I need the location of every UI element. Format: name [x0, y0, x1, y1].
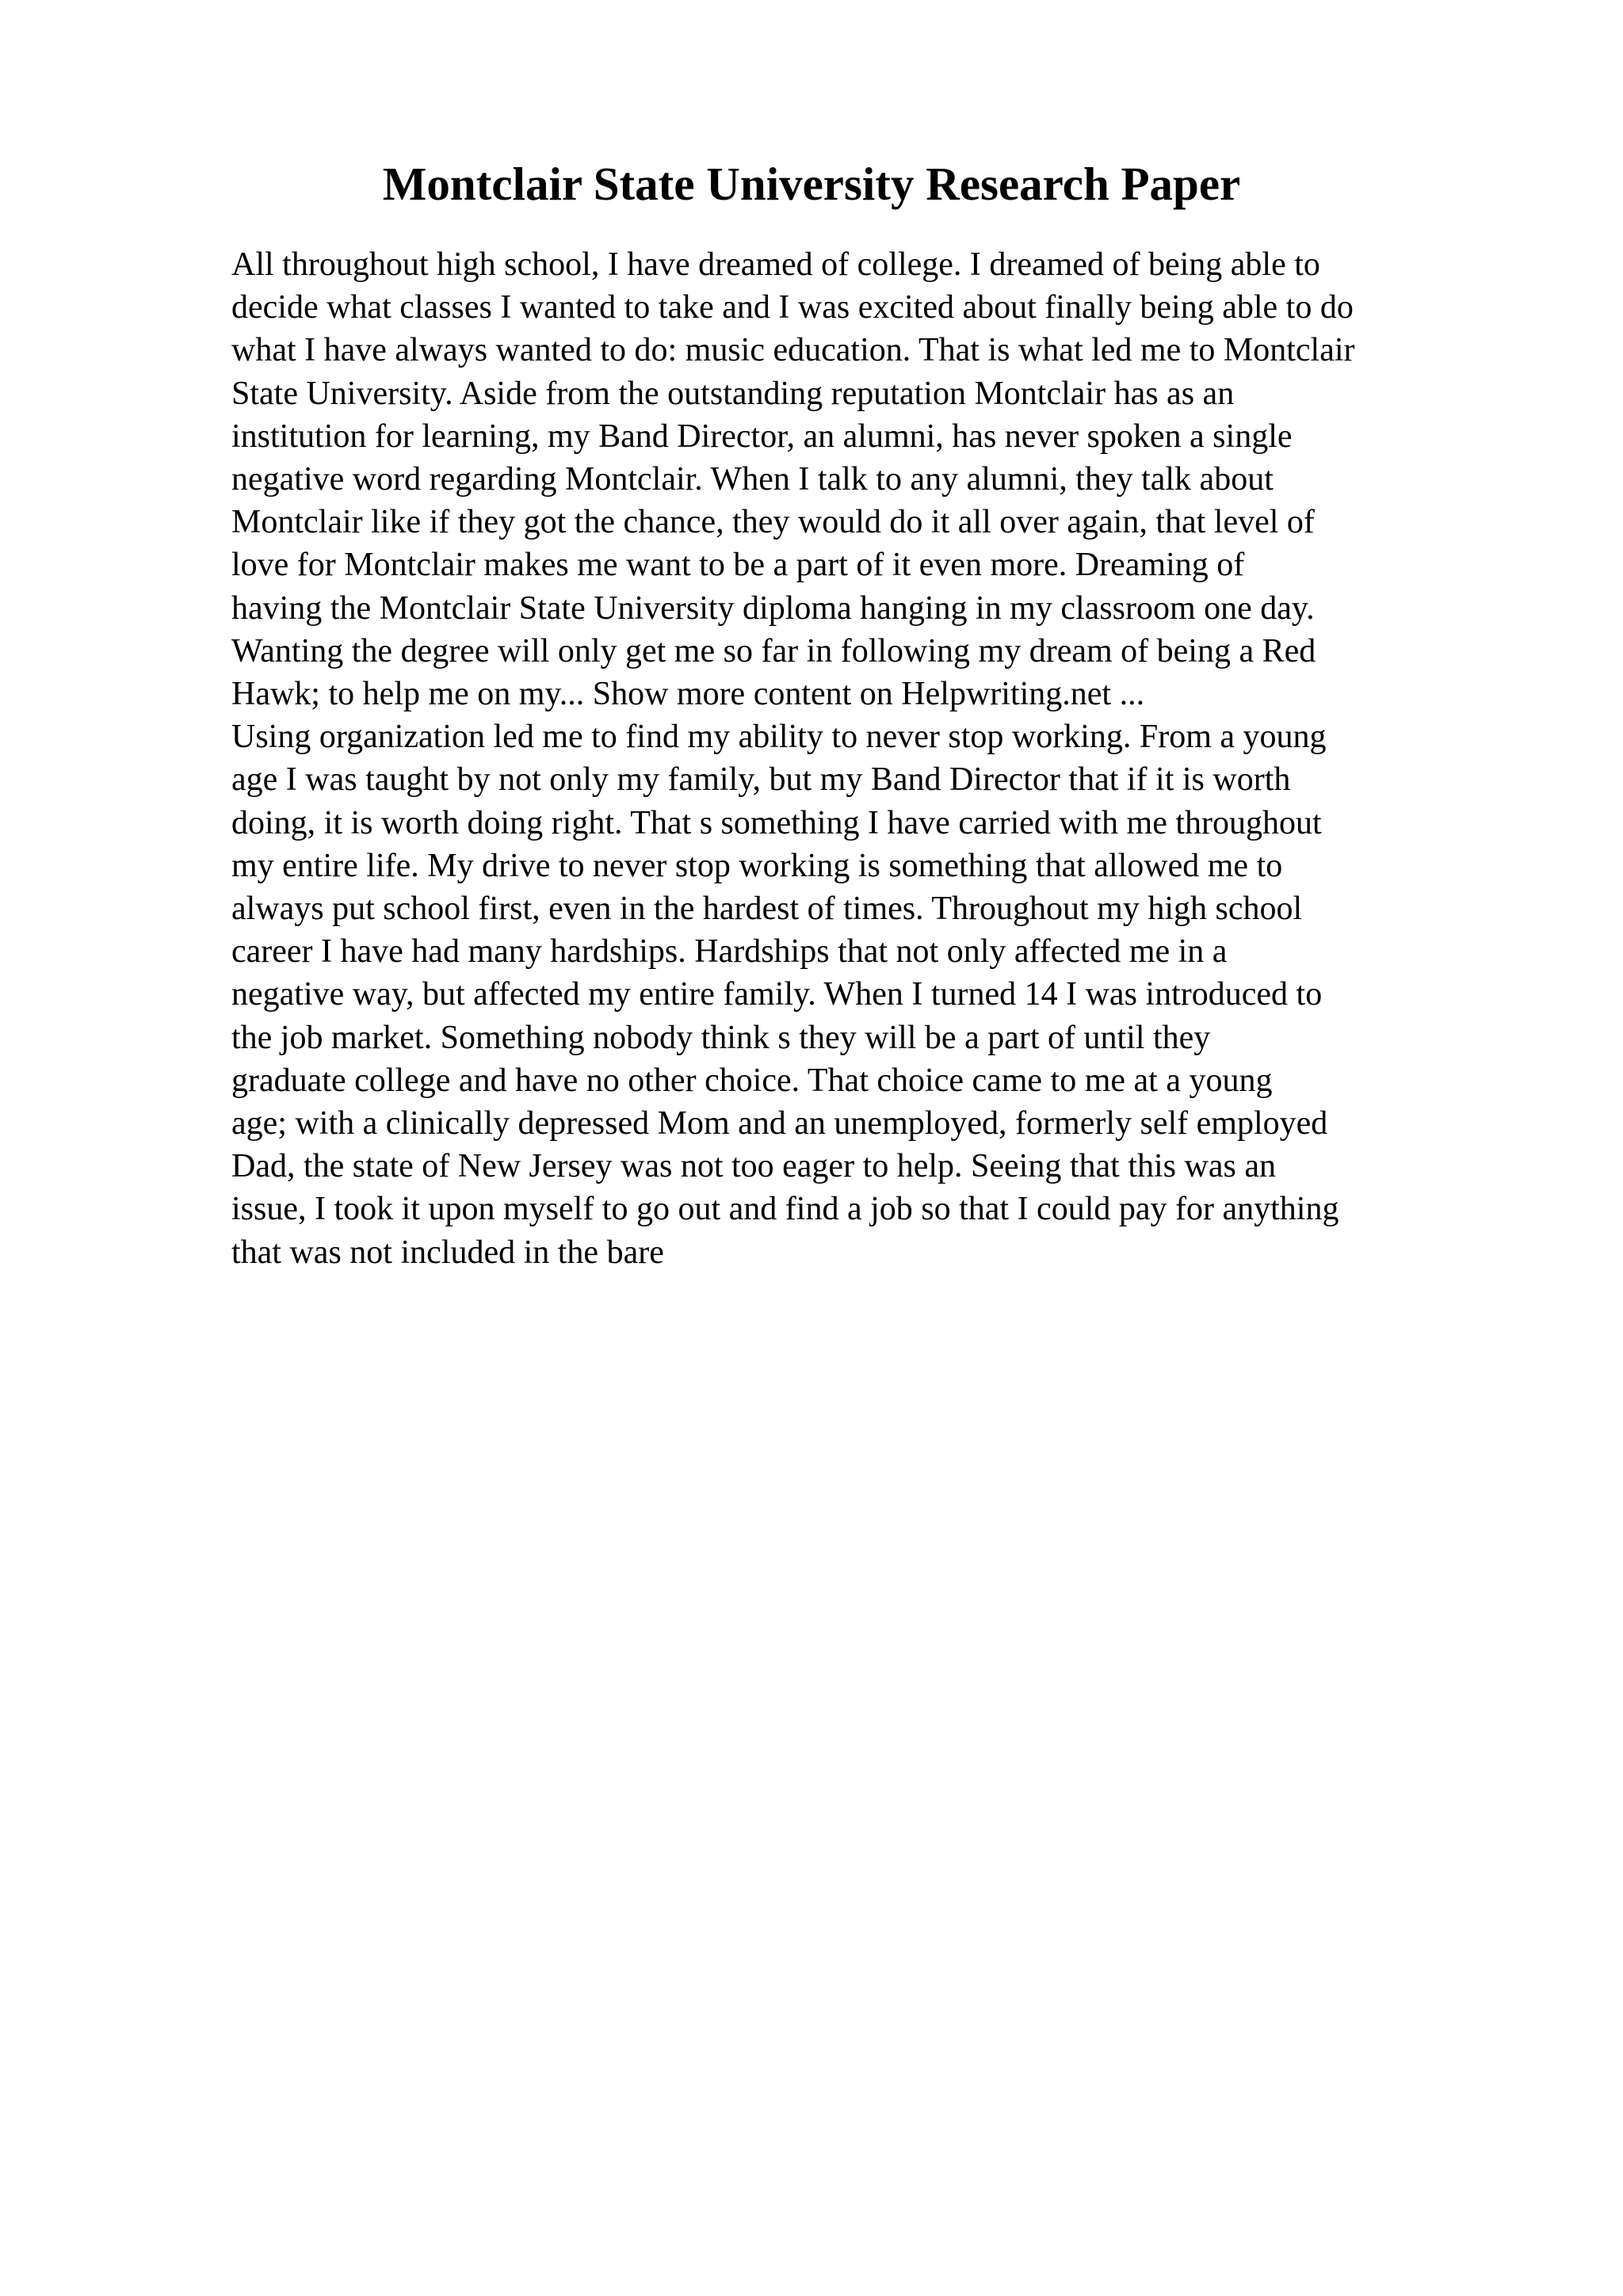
text-line: Montclair like if they got the chance, they would do it all over again, that level of	[231, 504, 1315, 541]
text-line: Hawk; to help me on my... Show more content on Helpwriting.net ...	[231, 676, 1145, 713]
text-line: negative way, but affected my entire family. When I turned 14 I was introduced to	[231, 976, 1323, 1013]
page-title: Montclair State University Research Paper	[382, 158, 1241, 210]
body-text	[231, 243, 1499, 1274]
text-line: doing, it is worth doing right. That s something I have carried with me throughout	[231, 804, 1322, 841]
text-line: my entire life. My drive to never stop working is something that allowed me to	[231, 847, 1283, 884]
text-line: having the Montclair State University diploma hanging in my classroom one day.	[231, 589, 1315, 627]
text-line: negative word regarding Montclair. When I talk to any alumni, they talk about	[231, 461, 1274, 498]
text-line: institution for learning, my Band Director, an alumni, has never spoken a single	[231, 418, 1293, 455]
text-line: the job market. Something nobody think s they will be a part of until they	[231, 1019, 1211, 1056]
text-line: Using organization led me to find my ability to never stop working. From a young	[231, 719, 1327, 756]
text-line: decide what classes I wanted to take and I was excited about finally being able to do	[231, 289, 1354, 326]
text-line: always put school first, even in the hardest of times. Throughout my high school	[231, 891, 1303, 928]
text-line: All throughout high school, I have dreamed of college. I dreamed of being able to	[231, 246, 1320, 283]
text-line: age; with a clinically depressed Mom and an unemployed, formerly self employed	[231, 1105, 1328, 1142]
text-line: graduate college and have no other choice. That choice came to me at a young	[231, 1062, 1273, 1099]
text-line: age I was taught by not only my family, but my Band Director that if it is worth	[231, 761, 1291, 799]
text-line: that was not included in the bare	[231, 1234, 664, 1271]
text-line: issue, I took it upon myself to go out and find a job so that I could pay for anything	[231, 1191, 1339, 1228]
text-line: career I have had many hardships. Hardships that not only affected me in a	[231, 933, 1228, 971]
text-line: what I have always wanted to do: music education. That is what led me to Montclair	[231, 332, 1355, 369]
text-line: State University. Aside from the outstanding reputation Montclair has as an	[231, 375, 1235, 412]
text-line: love for Montclair makes me want to be a part of it even more. Dreaming of	[231, 547, 1245, 584]
text-line: Wanting the degree will only get me so far in following my dream of being a Red	[231, 632, 1316, 669]
text-line: Dad, the state of New Jersey was not too eager to help. Seeing that this was an	[231, 1148, 1276, 1185]
